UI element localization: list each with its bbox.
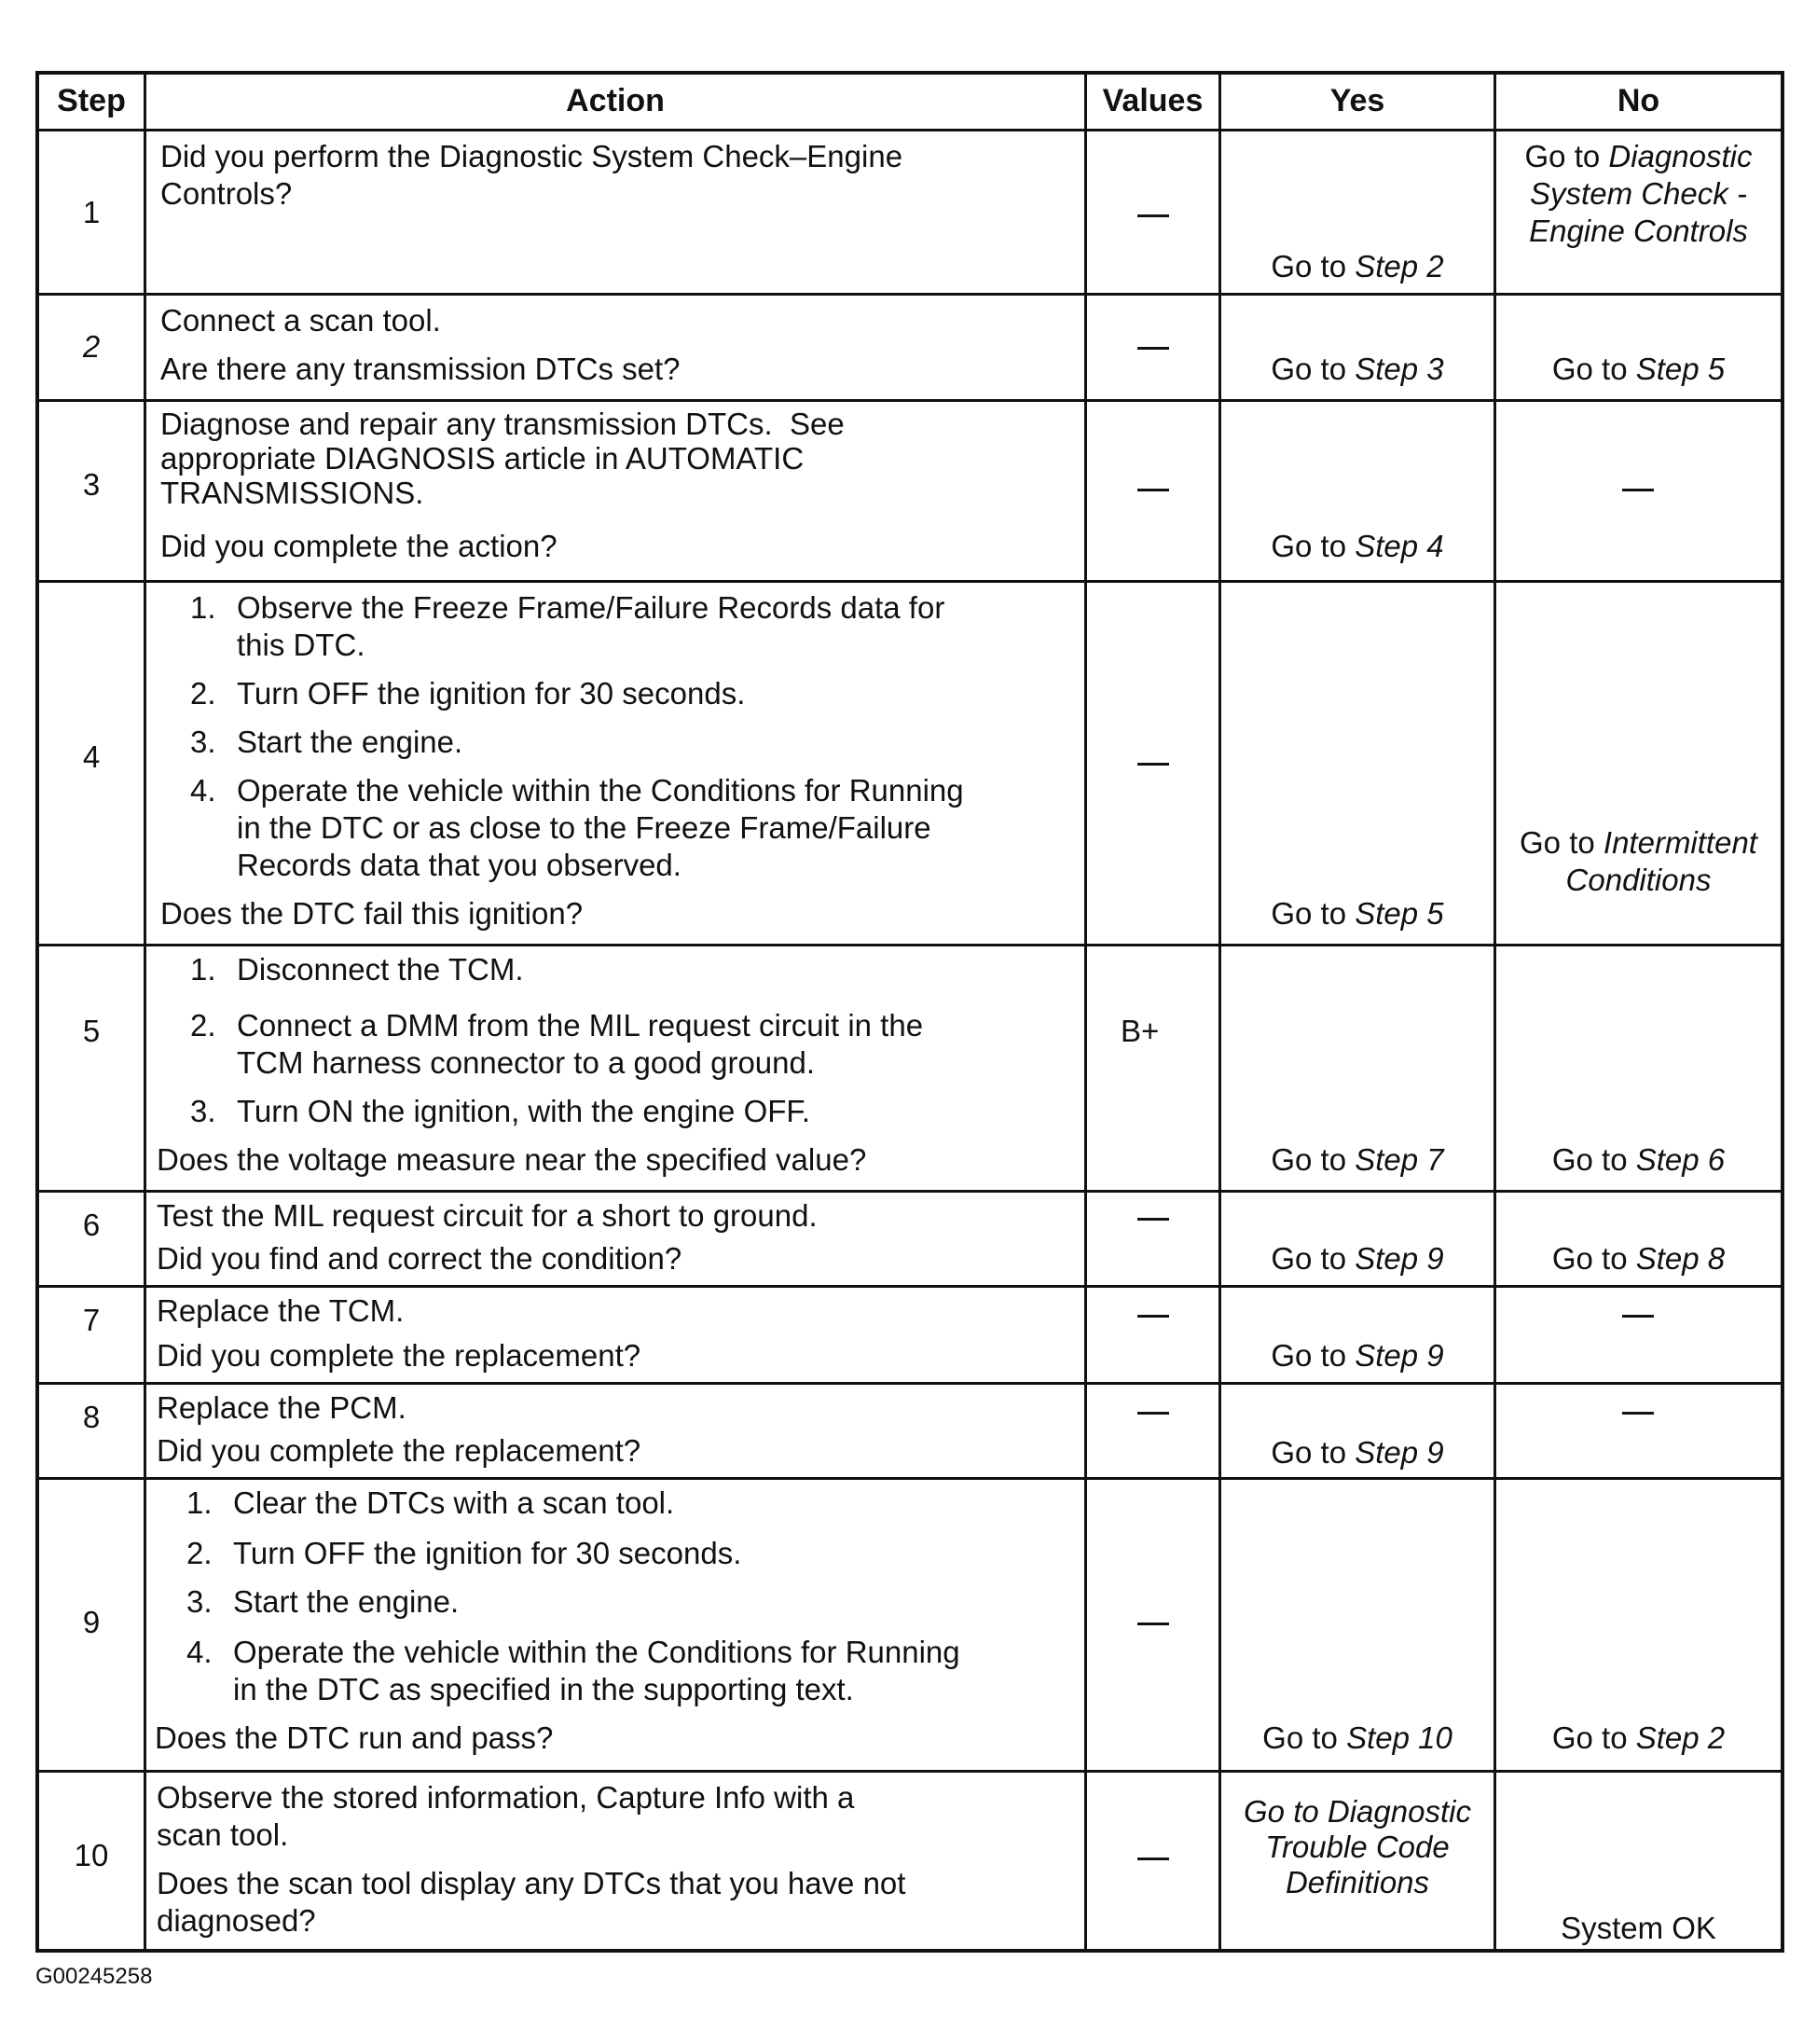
row-divider (39, 944, 1781, 946)
action-text: Operate the vehicle within the Conditions for Running (237, 773, 964, 808)
row-divider (39, 1190, 1781, 1193)
step-number: 10 (74, 1838, 109, 1872)
row-divider (39, 1285, 1781, 1288)
action-text: Turn ON the ignition, with the engine OFF. (237, 1094, 811, 1128)
no-link-line: Conditions (1565, 863, 1712, 897)
yes-link[interactable]: Go to Step 7 (1271, 1142, 1444, 1177)
row-divider (39, 1477, 1781, 1480)
step-number: 1 (82, 195, 101, 229)
action-text: TRANSMISSIONS. (160, 476, 424, 510)
values-text: B+ (1121, 1014, 1160, 1048)
header-step: Step (57, 83, 126, 118)
no-link[interactable]: Go to Diagnostic (1524, 139, 1753, 173)
header-no: No (1617, 83, 1660, 118)
no-link[interactable]: Go to Step 2 (1551, 1720, 1726, 1755)
list-number: 1. (186, 1485, 213, 1520)
action-text: Did you complete the replacement? (157, 1433, 641, 1468)
action-text: Turn OFF the ignition for 30 seconds. (237, 676, 746, 711)
action-text: in the DTC or as close to the Freeze Frame/Failure (237, 810, 931, 845)
question-text: Does the DTC fail this ignition? (160, 896, 584, 931)
step-number: 8 (82, 1400, 101, 1434)
list-number: 3. (190, 1094, 216, 1128)
header-yes: Yes (1329, 83, 1385, 118)
action-text: appropriate DIAGNOSIS article in AUTOMATIC (160, 441, 805, 476)
action-text: Did you complete the replacement? (157, 1338, 641, 1373)
row-divider (39, 1382, 1781, 1385)
step-number: 9 (82, 1605, 101, 1639)
action-text: this DTC. (237, 628, 365, 662)
values-dash (1137, 763, 1169, 766)
step-number: 3 (82, 467, 101, 502)
values-dash (1137, 1218, 1169, 1221)
action-text: TCM harness connector to a good ground. (237, 1045, 816, 1080)
values-dash (1137, 1623, 1169, 1625)
action-text: Observe the stored information, Capture Info with a (157, 1780, 855, 1815)
no-link-line: Engine Controls (1529, 214, 1748, 248)
action-text: Did you complete the action? (160, 529, 557, 563)
action-text: Diagnose and repair any transmission DTCs. See (160, 407, 845, 441)
values-dash (1137, 214, 1169, 217)
values-dash (1137, 489, 1169, 491)
question-text: Does the DTC run and pass? (155, 1720, 554, 1755)
row-divider (39, 1770, 1781, 1773)
values-dash (1137, 347, 1169, 350)
row-divider (39, 129, 1781, 131)
step-number: 5 (82, 1014, 101, 1048)
action-text: Start the engine. (237, 725, 463, 759)
action-text: Replace the PCM. (157, 1390, 406, 1425)
list-number: 4. (190, 773, 216, 808)
yes-link-line: Trouble Code (1265, 1830, 1450, 1864)
list-number: 1. (190, 952, 216, 987)
step-number: 7 (82, 1303, 101, 1337)
action-text: Records data that you observed. (237, 848, 681, 882)
yes-link[interactable]: Go to Step 4 (1271, 529, 1444, 563)
no-result: System OK (1561, 1911, 1716, 1945)
action-text: Replace the TCM. (157, 1293, 405, 1328)
action-text: Turn OFF the ignition for 30 seconds. (233, 1536, 742, 1570)
column-divider (1084, 75, 1087, 1949)
action-text: Disconnect the TCM. (237, 952, 524, 987)
header-values: Values (1102, 83, 1204, 118)
no-link-line: System Check - (1530, 176, 1747, 211)
figure-code: G00245258 (35, 1964, 153, 1989)
question-text: Does the voltage measure near the specified value? (157, 1142, 867, 1177)
yes-link[interactable]: Go to Step 3 (1271, 352, 1444, 386)
action-text: Connect a scan tool. (160, 303, 441, 338)
no-dash (1622, 1412, 1654, 1415)
no-link[interactable]: Go to Step 8 (1551, 1241, 1726, 1276)
list-number: 2. (190, 1008, 216, 1043)
no-dash (1622, 489, 1654, 491)
no-dash (1622, 1315, 1654, 1318)
row-divider (39, 580, 1781, 583)
yes-link[interactable]: Go to Step 9 (1271, 1241, 1444, 1276)
column-divider (144, 75, 146, 1949)
action-text: Does the scan tool display any DTCs that you have not (157, 1866, 906, 1900)
values-dash (1137, 1858, 1169, 1860)
action-text: scan tool. (157, 1817, 289, 1852)
yes-link[interactable]: Go to Step 9 (1271, 1435, 1444, 1470)
yes-link[interactable]: Go to Step 10 (1262, 1720, 1452, 1755)
action-text: Test the MIL request circuit for a short to ground. (157, 1198, 818, 1233)
header-action: Action (566, 83, 665, 118)
list-number: 3. (190, 725, 216, 759)
list-number: 3. (186, 1584, 213, 1619)
step-number: 4 (82, 739, 101, 774)
list-number: 2. (190, 676, 216, 711)
action-text: Operate the vehicle within the Conditions for Running (233, 1635, 960, 1669)
step-number: 2 (82, 329, 101, 364)
action-text: Clear the DTCs with a scan tool. (233, 1485, 675, 1520)
no-link[interactable]: Go to Step 5 (1551, 352, 1726, 386)
no-link[interactable]: Go to Intermittent (1520, 825, 1757, 860)
action-text: Did you find and correct the condition? (157, 1241, 682, 1276)
step-number: 6 (82, 1208, 101, 1242)
row-divider (39, 293, 1781, 296)
yes-link[interactable]: Go to Step 9 (1271, 1338, 1444, 1373)
action-text: Are there any transmission DTCs set? (160, 352, 681, 386)
yes-link[interactable]: Go to Step 5 (1271, 896, 1444, 931)
list-number: 2. (186, 1536, 213, 1570)
action-text: Observe the Freeze Frame/Failure Records data for (237, 590, 945, 625)
action-text: Connect a DMM from the MIL request circuit in the (237, 1008, 924, 1043)
action-text: Start the engine. (233, 1584, 460, 1619)
yes-link[interactable]: Go to Step 2 (1271, 249, 1444, 283)
action-text: Controls? (160, 176, 293, 211)
yes-link[interactable]: Go to Diagnostic (1244, 1794, 1471, 1829)
no-link[interactable]: Go to Step 6 (1551, 1142, 1726, 1177)
row-divider (39, 399, 1781, 402)
action-text: diagnosed? (157, 1903, 316, 1938)
action-text: in the DTC as specified in the supporting text. (233, 1672, 854, 1706)
list-number: 4. (186, 1635, 213, 1669)
values-dash (1137, 1315, 1169, 1318)
yes-link-line: Definitions (1285, 1865, 1430, 1899)
list-number: 1. (190, 590, 216, 625)
values-dash (1137, 1412, 1169, 1415)
action-text: Did you perform the Diagnostic System Check–Engine (160, 139, 903, 173)
diagnostic-table (35, 71, 1784, 1953)
